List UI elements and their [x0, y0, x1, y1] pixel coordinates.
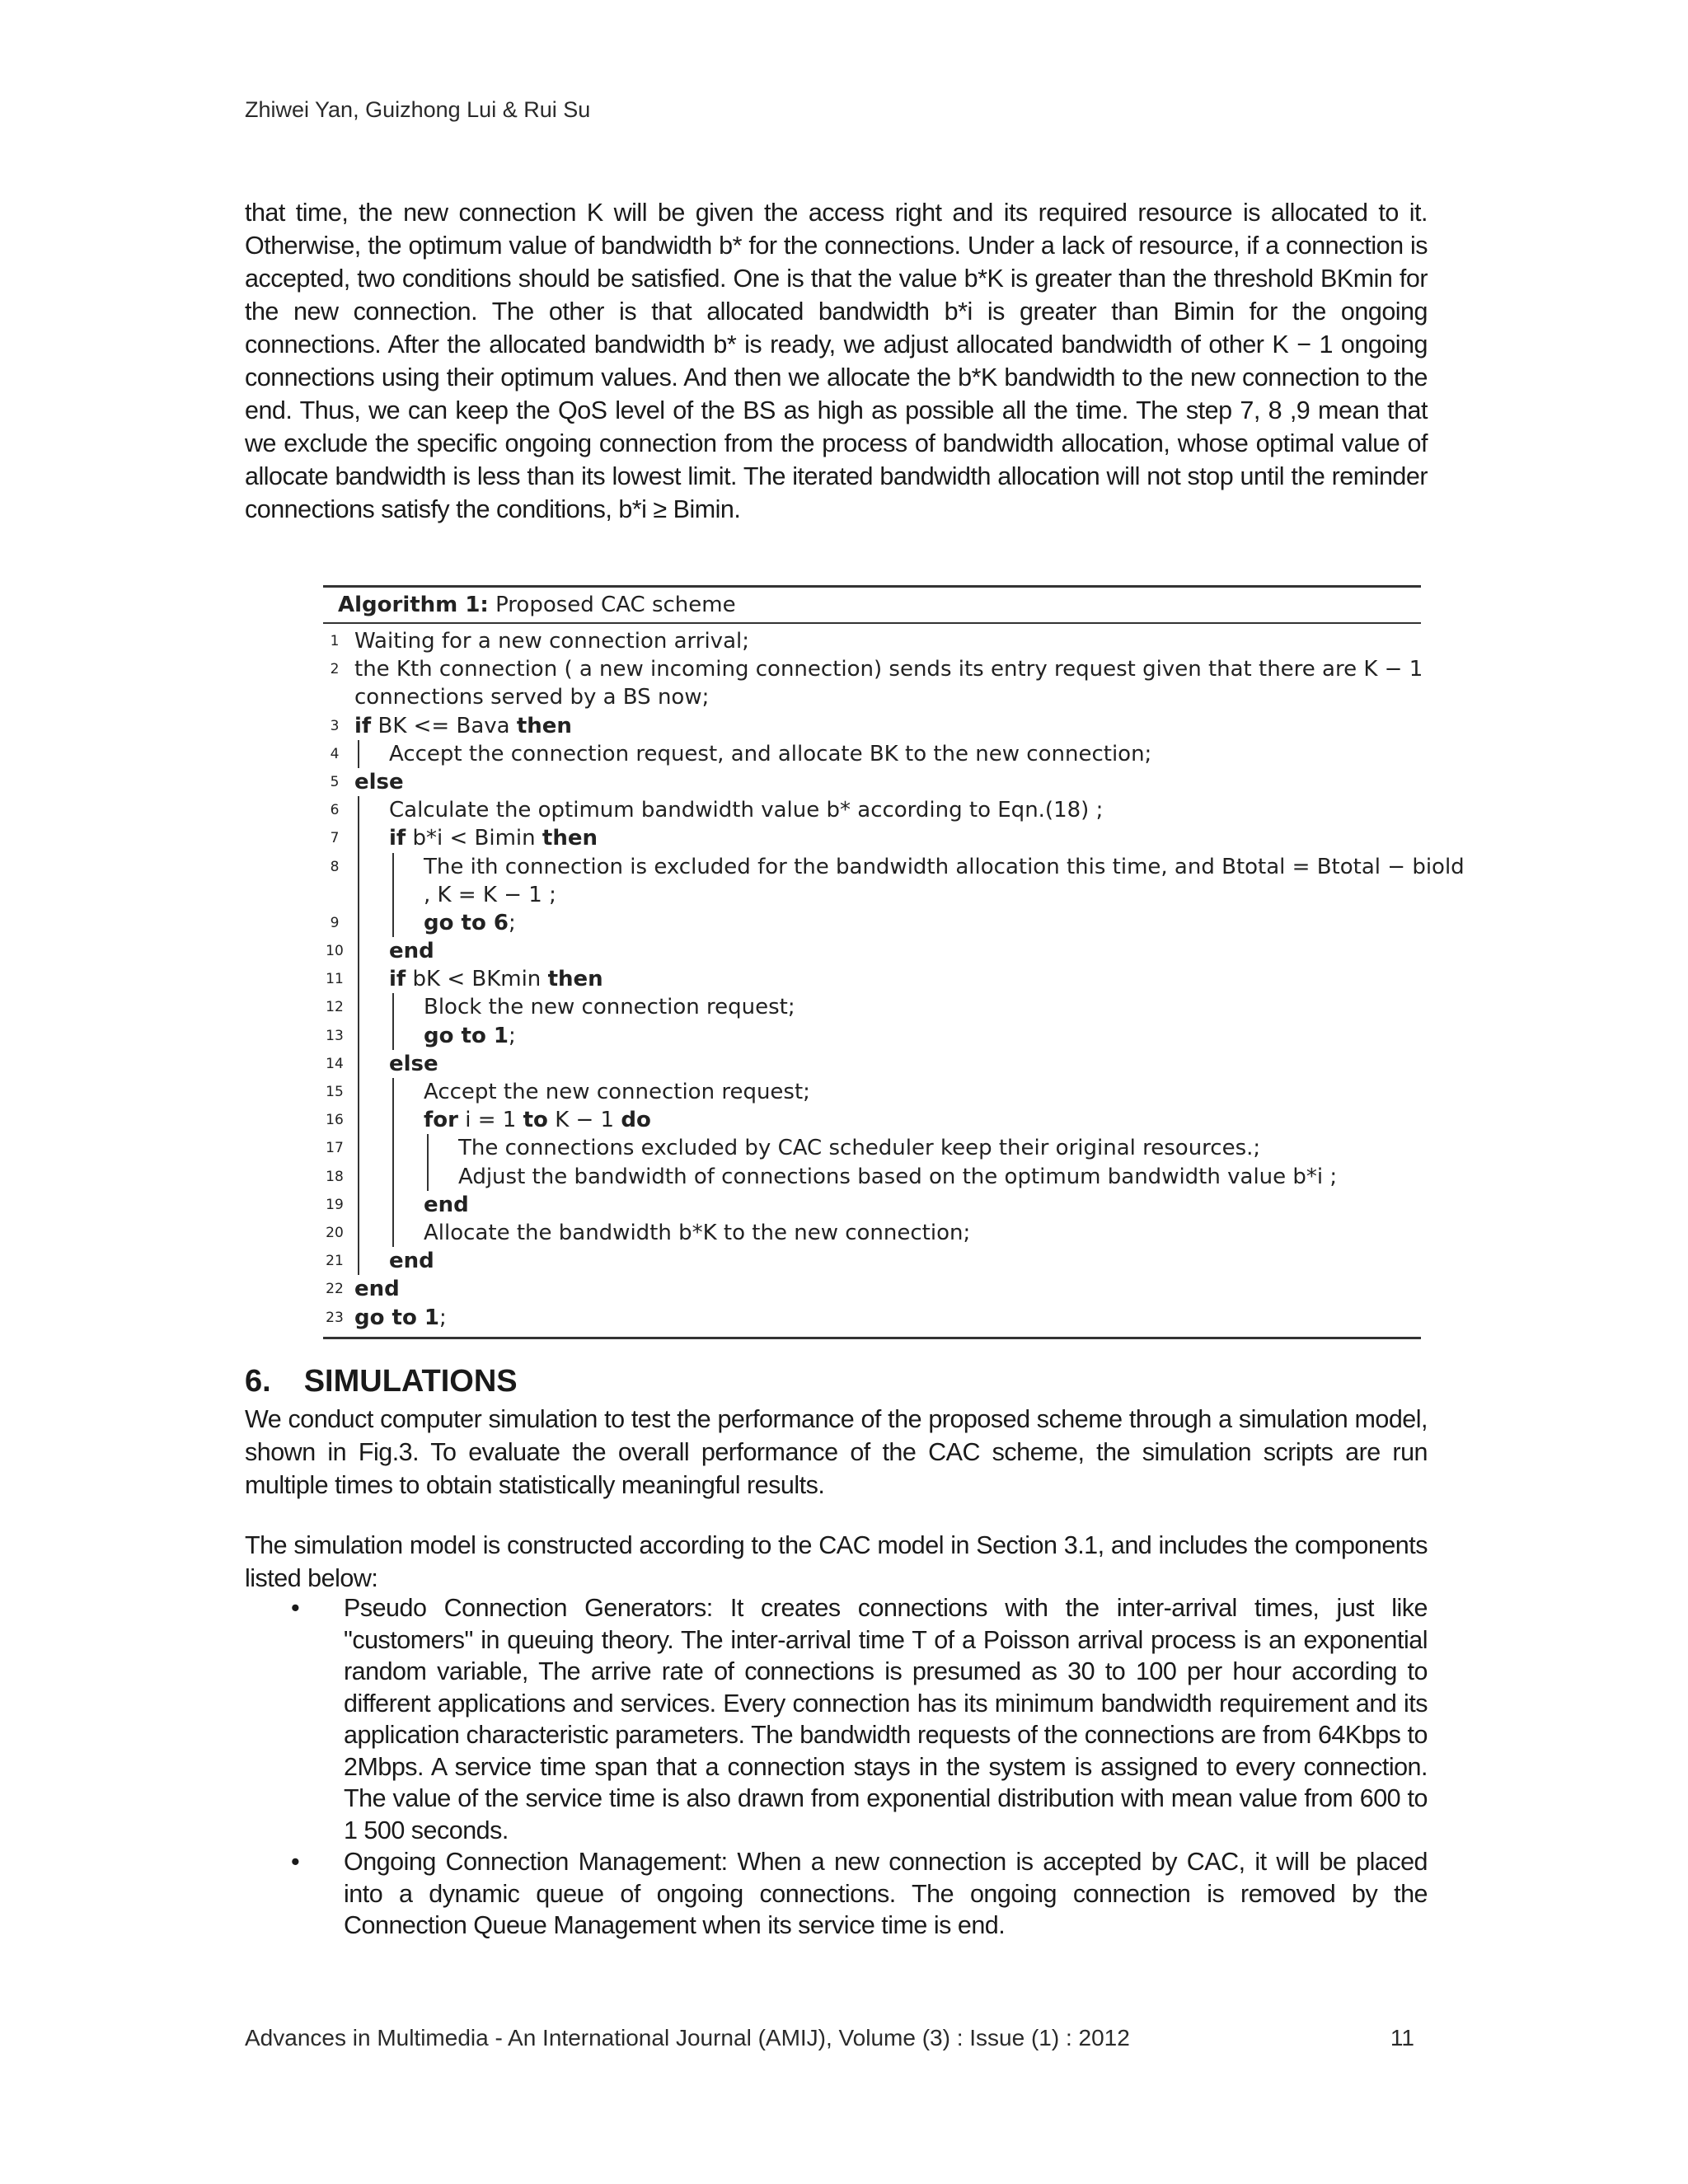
line-number: 17	[326, 1140, 344, 1157]
block-indent-bar	[358, 1163, 359, 1191]
line-content	[424, 993, 795, 1021]
line-content	[354, 768, 404, 796]
line-content	[389, 965, 603, 993]
simulation-paragraph-1	[245, 1403, 1428, 1502]
block-indent-bar	[358, 853, 359, 881]
statement-text: Calculate the optimum bandwidth value b* according to Eqn.(18) ;	[389, 798, 1104, 823]
line-content	[424, 853, 1465, 881]
line-content	[389, 796, 1103, 824]
statement-text: Accept the new connection request;	[424, 1080, 810, 1104]
block-indent-bar	[358, 824, 359, 852]
algorithm-label: Algorithm 1:	[338, 593, 489, 617]
line-number: 11	[326, 971, 344, 988]
algorithm-line	[323, 627, 1421, 655]
algorithm-line	[323, 1106, 1421, 1134]
algorithm-lines	[323, 624, 1465, 1332]
block-indent-bar	[358, 1191, 359, 1219]
block-indent-bar	[392, 881, 394, 909]
algorithm-line	[323, 853, 1465, 881]
keyword: end	[389, 1249, 434, 1274]
statement-text: BK <= Bava	[377, 713, 510, 738]
algorithm-line	[323, 740, 1421, 768]
simulation-text-2: The simulation model is constructed according to the CAC model in Section 3.1, and includes the components listed below:	[245, 1531, 1428, 1592]
statement-text: Allocate the bandwidth b*K to the new connection;	[424, 1220, 971, 1245]
bullet-icon: •	[291, 1848, 300, 1876]
algorithm-line	[323, 768, 1421, 796]
block-indent-bar	[358, 1022, 359, 1050]
line-number: 14	[326, 1055, 344, 1072]
keyword: end	[354, 1277, 400, 1302]
algorithm-line	[323, 1275, 1421, 1303]
page-footer	[245, 2025, 1428, 2051]
keyword: then	[516, 713, 572, 738]
block-indent-bar	[358, 1106, 359, 1134]
statement-text: bK < BKmin	[412, 967, 542, 992]
statement-text: Adjust the bandwidth of connections based on the optimum bandwidth value b*i ;	[458, 1164, 1338, 1189]
block-indent-bar	[358, 1219, 359, 1247]
section-number: 6.	[245, 1364, 271, 1399]
line-number: 5	[330, 773, 340, 790]
block-indent-bar	[392, 1191, 394, 1219]
line-number: 10	[326, 943, 344, 960]
algorithm-line	[323, 1219, 1421, 1247]
list-item	[245, 1846, 1428, 1942]
line-content	[354, 655, 1423, 683]
statement-text: K − 1	[555, 1108, 615, 1133]
algorithm-line	[323, 881, 1421, 909]
list-item-text: Pseudo Connection Generators: It creates connections with the inter-arrival times, just like "customers" in queuing theory. The inter-arrival time T of a Poisson arrival process is an exponential random variable, The arrive rate of connections is presumed as 30 to 100 per hour according to different applications and services. Every connection has its minimum bandwidth requirement and its application characteristic parameters. The bandwidth requests of the connections are from 64Kbps to 2Mbps. A service time span that a connection stays in the system is assigned to every connection. The value of the service time is also drawn from exponential distribution with mean value from 600 to 1 500 seconds.	[344, 1594, 1428, 1844]
page-number: 11	[1390, 2025, 1414, 2050]
line-number: 4	[330, 745, 340, 762]
statement-text: ;	[438, 1305, 447, 1330]
statement-text: b*i < Bimin	[412, 826, 536, 851]
keyword: go to 6	[424, 910, 509, 935]
keyword: for	[424, 1108, 458, 1133]
algorithm-title: Proposed CAC scheme	[495, 593, 736, 617]
running-header: Zhiwei Yan, Guizhong Lui & Rui Su	[245, 97, 591, 122]
algorithm-line	[323, 993, 1421, 1021]
keyword: go to 1	[424, 1023, 509, 1048]
algorithm-line	[323, 1078, 1421, 1106]
section-heading	[245, 1364, 518, 1399]
line-content	[424, 1078, 810, 1106]
journal-citation: Advances in Multimedia - An International Journal (AMIJ), Volume (3) : Issue (1) : 2012	[245, 2025, 1130, 2050]
list-item	[245, 1592, 1428, 1846]
algorithm-line	[323, 712, 1421, 740]
algorithm-line	[323, 909, 1421, 937]
algorithm-line	[323, 1050, 1421, 1078]
line-number: 22	[326, 1281, 344, 1298]
simulation-text-1: We conduct computer simulation to test the performance of the proposed scheme through a simulation model, shown in Fig.3. To evaluate the overall performance of the CAC scheme, the simulation scripts are run multiple times to obtain statistically meaningful results.	[245, 1405, 1428, 1499]
keyword: end	[424, 1192, 469, 1217]
algorithm-bottom-rule	[323, 1337, 1421, 1339]
line-number: 9	[330, 914, 340, 931]
keyword: else	[389, 1051, 438, 1076]
statement-text: The connections excluded by CAC scheduler keep their original resources.;	[458, 1136, 1261, 1161]
keyword: else	[354, 769, 404, 794]
line-content	[354, 1304, 447, 1332]
line-number: 6	[330, 802, 340, 819]
block-indent-bar	[392, 909, 394, 937]
line-content	[389, 1050, 438, 1078]
block-indent-bar	[358, 1134, 359, 1162]
statement-text: , K = K − 1 ;	[424, 882, 556, 907]
block-indent-bar	[358, 740, 359, 768]
line-number: 13	[326, 1027, 344, 1044]
line-number: 19	[326, 1196, 344, 1213]
line-number: 3	[330, 717, 340, 734]
line-content	[354, 627, 749, 655]
block-indent-bar	[358, 965, 359, 993]
line-content	[424, 1106, 651, 1134]
component-list	[245, 1592, 1428, 1942]
list-item-text: Ongoing Connection Management: When a new connection is accepted by CAC, it will be placed into a dynamic queue of ongoing connections. The ongoing connection is removed by the Connection Queue Management when its service time is end.	[344, 1848, 1428, 1939]
line-number: 21	[326, 1253, 344, 1270]
line-content	[354, 683, 709, 711]
line-number: 2	[330, 661, 340, 678]
keyword: to	[523, 1108, 548, 1133]
line-content	[389, 824, 598, 852]
block-indent-bar	[427, 1134, 429, 1162]
algorithm-line	[323, 937, 1421, 965]
line-content	[424, 1219, 970, 1247]
block-indent-bar	[358, 1050, 359, 1078]
line-content	[424, 909, 516, 937]
block-indent-bar	[358, 1078, 359, 1106]
algorithm-line	[323, 824, 1421, 852]
line-content	[389, 740, 1151, 768]
block-indent-bar	[392, 993, 394, 1021]
keyword: then	[547, 967, 603, 992]
keyword: do	[621, 1108, 651, 1133]
line-content	[354, 712, 572, 740]
line-content	[389, 1247, 434, 1275]
statement-text: the Kth connection ( a new incoming connection) sends its entry request given that there are K − 1	[354, 657, 1423, 682]
line-content	[424, 881, 556, 909]
block-indent-bar	[392, 1022, 394, 1050]
line-content	[424, 1022, 516, 1050]
line-number: 12	[326, 999, 344, 1016]
intro-paragraph	[245, 196, 1428, 526]
line-content	[458, 1134, 1260, 1162]
line-content	[458, 1163, 1337, 1191]
block-indent-bar	[358, 937, 359, 965]
statement-text: ;	[508, 910, 516, 935]
block-indent-bar	[358, 796, 359, 824]
block-indent-bar	[358, 909, 359, 937]
algorithm-line	[323, 683, 1421, 711]
block-indent-bar	[392, 1134, 394, 1162]
line-number: 15	[326, 1084, 344, 1100]
keyword: if	[389, 967, 406, 992]
statement-text: i = 1	[465, 1108, 517, 1133]
algorithm-line	[323, 1022, 1421, 1050]
algorithm-line	[323, 1134, 1421, 1162]
algorithm-box	[323, 585, 1465, 1339]
section-title: SIMULATIONS	[303, 1364, 518, 1399]
statement-text: Waiting for a new connection arrival;	[354, 629, 749, 654]
simulation-paragraph-2	[245, 1529, 1428, 1595]
block-indent-bar	[392, 1106, 394, 1134]
block-indent-bar	[358, 993, 359, 1021]
line-number: 23	[326, 1309, 344, 1326]
statement-text: ;	[508, 1023, 516, 1048]
algorithm-caption	[323, 588, 1421, 622]
algorithm-line	[323, 655, 1421, 683]
block-indent-bar	[392, 1163, 394, 1191]
algorithm-line	[323, 965, 1421, 993]
line-content	[424, 1191, 469, 1219]
line-number: 8	[330, 858, 340, 875]
line-content	[389, 937, 434, 965]
keyword: then	[542, 826, 598, 851]
line-content	[354, 1275, 400, 1303]
block-indent-bar	[358, 881, 359, 909]
bullet-icon: •	[291, 1594, 300, 1622]
line-number: 7	[330, 830, 340, 847]
block-indent-bar	[392, 1078, 394, 1106]
line-number: 1	[330, 633, 340, 649]
algorithm-line	[323, 1163, 1421, 1191]
keyword: go to 1	[354, 1305, 439, 1330]
line-number: 20	[326, 1224, 344, 1241]
intro-text: that time, the new connection K will be given the access right and its required resource is allocated to it. Otherwise, the optimum value of bandwidth b* for the connections. Under a lack of resource, if a connection is accepted, two conditions should be satisfied. One is that the value b*K is greater than the threshold BKmin for the new connection. The other is that allocated bandwidth b*i is greater than Bimin for the ongoing connections. After the allocated bandwidth b* is ready, we adjust allocated bandwidth of other K − 1 ongoing connections using their optimum values. And then we allocate the b*K bandwidth to the new connection to the end. Thus, we can keep the QoS level of the BS as high as possible all the time. The step 7, 8 ,9 mean that we exclude the specific ongoing connection from the process of bandwidth allocation, whose optimal value of allocate bandwidth is less than its lowest limit. The iterated bandwidth allocation will not stop until the reminder connections satisfy the conditions, b*i ≥ Bimin.	[245, 199, 1428, 523]
algorithm-line	[323, 1247, 1421, 1275]
statement-text: Block the new connection request;	[424, 995, 795, 1020]
algorithm-line	[323, 796, 1421, 824]
algorithm-line	[323, 1304, 1421, 1332]
statement-text: connections served by a BS now;	[354, 685, 710, 710]
block-indent-bar	[358, 1247, 359, 1275]
keyword: if	[354, 713, 372, 738]
block-indent-bar	[427, 1163, 429, 1191]
statement-text: Accept the connection request, and allocate BK to the new connection;	[389, 741, 1152, 766]
block-indent-bar	[392, 1219, 394, 1247]
block-indent-bar	[392, 853, 394, 881]
line-number: 18	[326, 1168, 344, 1185]
keyword: end	[389, 939, 434, 964]
line-number: 16	[326, 1112, 344, 1129]
keyword: if	[389, 826, 406, 851]
statement-text: The ith connection is excluded for the bandwidth allocation this time, and Btotal = Btotal − biold	[424, 854, 1465, 879]
algorithm-line	[323, 1191, 1421, 1219]
